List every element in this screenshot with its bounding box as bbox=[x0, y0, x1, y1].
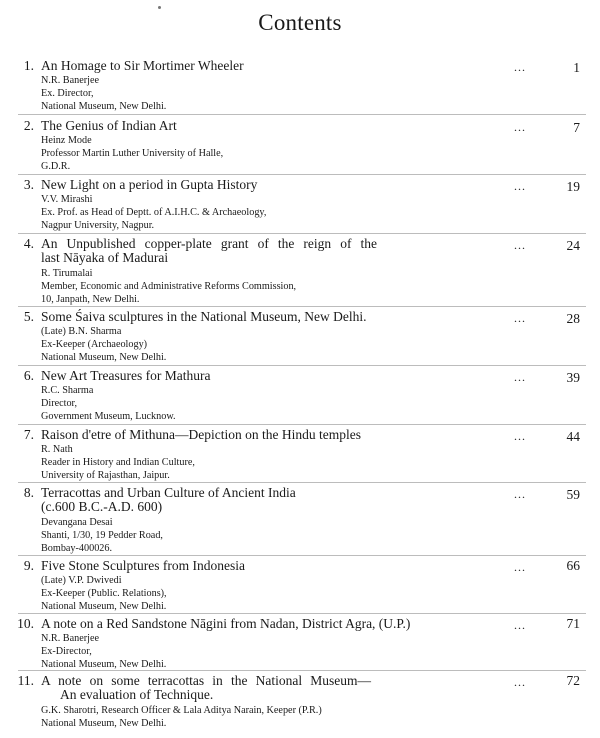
author-line: Bombay-400026. bbox=[41, 543, 113, 554]
page-title: Contents bbox=[258, 10, 342, 35]
entry-number: 5. bbox=[23, 309, 34, 324]
divider bbox=[18, 555, 586, 556]
entry-author bbox=[41, 443, 421, 482]
author-line: (Late) V.P. Dwivedi bbox=[41, 575, 122, 586]
entry-author bbox=[41, 267, 421, 306]
entry-title bbox=[41, 119, 381, 133]
page-number: 39 bbox=[566, 370, 580, 385]
entry-title bbox=[41, 617, 451, 631]
page-number: 28 bbox=[566, 311, 580, 326]
author-line: Ex-Director, bbox=[41, 646, 92, 657]
author-line: N.R. Banerjee bbox=[41, 633, 99, 644]
author-line: Government Museum, Lucknow. bbox=[41, 411, 176, 422]
page-number: 24 bbox=[566, 238, 580, 253]
stray-dot-mark bbox=[158, 6, 161, 9]
entry-author bbox=[41, 134, 421, 173]
entry-title-line: An evaluation of Technique. bbox=[60, 687, 214, 702]
leader-dots: ... bbox=[514, 675, 526, 689]
author-line: Ex. Director, bbox=[41, 88, 94, 99]
author-line: Ex. Prof. as Head of Deptt. of A.I.H.C. & Archaeology, bbox=[41, 207, 267, 218]
divider bbox=[18, 424, 586, 425]
author-line: National Museum, New Delhi. bbox=[41, 101, 167, 112]
entry-title-line: New Art Treasures for Mathura bbox=[41, 368, 211, 383]
author-line: National Museum, New Delhi. bbox=[41, 659, 167, 670]
author-line: V.V. Mirashi bbox=[41, 194, 93, 205]
entry-number: 2. bbox=[23, 118, 34, 133]
entry-title bbox=[41, 559, 381, 573]
page-number: 72 bbox=[566, 673, 580, 688]
entry-title-line: Some Śaiva sculptures in the National Museum, New Delhi. bbox=[41, 309, 367, 324]
entry-title-line: An Unpublished copper-plate grant of the reign of the bbox=[41, 236, 377, 251]
leader-dots: ... bbox=[514, 370, 526, 384]
entry-title bbox=[41, 486, 381, 514]
author-line: Devangana Desai bbox=[41, 517, 113, 528]
leader-dots: ... bbox=[514, 311, 526, 325]
page-number: 66 bbox=[566, 558, 580, 573]
entry-number: 3. bbox=[23, 177, 34, 192]
author-line: G.K. Sharotri, Research Officer & Lala Aditya Narain, Keeper (P.R.) bbox=[41, 705, 322, 716]
leader-dots: ... bbox=[514, 618, 526, 632]
entry-title bbox=[41, 310, 421, 324]
author-line: R.C. Sharma bbox=[41, 385, 94, 396]
entry-title-line: Terracottas and Urban Culture of Ancient India bbox=[41, 485, 296, 500]
page-number: 59 bbox=[566, 487, 580, 502]
entry-author bbox=[41, 74, 421, 113]
author-line: Ex-Keeper (Public. Relations), bbox=[41, 588, 167, 599]
entry-number: 1. bbox=[23, 58, 34, 73]
entry-title bbox=[41, 428, 441, 442]
entry-author bbox=[41, 193, 421, 232]
divider bbox=[18, 114, 586, 115]
leader-dots: ... bbox=[514, 560, 526, 574]
author-line: Reader in History and Indian Culture, bbox=[41, 457, 195, 468]
entry-number: 11. bbox=[17, 673, 34, 688]
divider bbox=[18, 233, 586, 234]
divider bbox=[18, 306, 586, 307]
divider bbox=[18, 670, 586, 671]
divider bbox=[18, 482, 586, 483]
divider bbox=[18, 613, 586, 614]
leader-dots: ... bbox=[514, 120, 526, 134]
entry-title-line: New Light on a period in Gupta History bbox=[41, 177, 258, 192]
divider bbox=[18, 174, 586, 175]
author-line: N.R. Banerjee bbox=[41, 75, 99, 86]
entry-title bbox=[41, 59, 381, 73]
author-line: (Late) B.N. Sharma bbox=[41, 326, 122, 337]
entry-title bbox=[41, 674, 371, 702]
author-line: G.D.R. bbox=[41, 161, 71, 172]
author-line: National Museum, New Delhi. bbox=[41, 601, 167, 612]
page-number: 44 bbox=[566, 429, 580, 444]
entry-number: 6. bbox=[23, 368, 34, 383]
entry-title-line: An Homage to Sir Mortimer Wheeler bbox=[41, 58, 244, 73]
page-number: 1 bbox=[573, 60, 580, 75]
leader-dots: ... bbox=[514, 429, 526, 443]
author-line: National Museum, New Delhi. bbox=[41, 718, 167, 729]
leader-dots: ... bbox=[514, 60, 526, 74]
entry-title-line: The Genius of Indian Art bbox=[41, 118, 177, 133]
entry-title-line: A note on a Red Sandstone Nāgini from Nadan, District Agra, (U.P.) bbox=[41, 616, 411, 631]
leader-dots: ... bbox=[514, 238, 526, 252]
entry-number: 7. bbox=[23, 427, 34, 442]
entry-author bbox=[41, 632, 421, 671]
entry-title-line: Raison d'etre of Mithuna—Depiction on the Hindu temples bbox=[41, 427, 361, 442]
author-line: Professor Martin Luther University of Halle, bbox=[41, 148, 224, 159]
leader-dots: ... bbox=[514, 487, 526, 501]
author-line: 10, Janpath, New Delhi. bbox=[41, 294, 140, 305]
author-line: Member, Economic and Administrative Reforms Commission, bbox=[41, 281, 297, 292]
page-number: 19 bbox=[566, 179, 580, 194]
entry-author bbox=[41, 516, 421, 555]
divider bbox=[18, 365, 586, 366]
entry-author bbox=[41, 325, 421, 364]
entry-author bbox=[41, 704, 461, 730]
entry-number: 10. bbox=[17, 616, 34, 631]
entry-author bbox=[41, 384, 421, 423]
author-line: Nagpur University, Nagpur. bbox=[41, 220, 155, 231]
page-number: 71 bbox=[566, 616, 580, 631]
entry-title bbox=[41, 237, 377, 265]
entry-title-line: last Nāyaka of Madurai bbox=[41, 250, 169, 265]
author-line: University of Rajasthan, Jaipur. bbox=[41, 470, 170, 481]
page-number: 7 bbox=[573, 120, 580, 135]
author-line: R. Tirumalai bbox=[41, 268, 93, 279]
author-line: Director, bbox=[41, 398, 78, 409]
entry-title bbox=[41, 369, 381, 383]
author-line: R. Nath bbox=[41, 444, 73, 455]
author-line: National Museum, New Delhi. bbox=[41, 352, 167, 363]
author-line: Shanti, 1/30, 19 Pedder Road, bbox=[41, 530, 163, 541]
entry-title-line: A note on some terracottas in the National Museum— bbox=[41, 673, 371, 688]
entry-title-line: Five Stone Sculptures from Indonesia bbox=[41, 558, 245, 573]
entry-title bbox=[41, 178, 381, 192]
entry-title-line: (c.600 B.C.-A.D. 600) bbox=[41, 499, 163, 514]
author-line: Ex-Keeper (Archaeology) bbox=[41, 339, 148, 350]
leader-dots: ... bbox=[514, 179, 526, 193]
entry-number: 4. bbox=[23, 236, 34, 251]
entry-author bbox=[41, 574, 421, 613]
author-line: Heinz Mode bbox=[41, 135, 92, 146]
entry-number: 9. bbox=[23, 558, 34, 573]
entry-number: 8. bbox=[23, 485, 34, 500]
